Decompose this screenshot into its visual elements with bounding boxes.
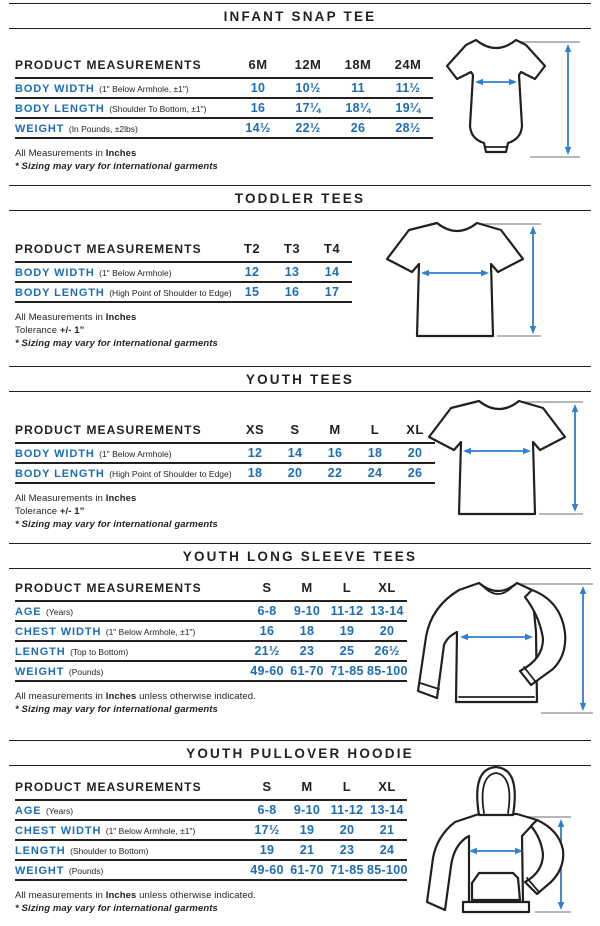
footnote-text: Inches bbox=[105, 493, 137, 504]
column-header: XL bbox=[367, 579, 407, 601]
cell-value: 20 bbox=[275, 463, 315, 483]
footnote-text: All measurements in bbox=[15, 890, 106, 901]
row-note: (Shoulder to Bottom) bbox=[70, 846, 149, 856]
cell-value: 11 bbox=[333, 78, 383, 98]
cell-value: 22½ bbox=[283, 118, 333, 138]
row-note: (High Point of Shoulder to Edge) bbox=[109, 288, 232, 298]
garment-drawing bbox=[385, 215, 545, 345]
measurements-table bbox=[15, 778, 407, 881]
column-header: T4 bbox=[312, 240, 352, 262]
table-header-label: PRODUCT MEASUREMENTS bbox=[15, 579, 247, 601]
hoodie-illustration bbox=[425, 762, 595, 922]
row-label-cell bbox=[15, 840, 247, 860]
cell-value: 21 bbox=[367, 820, 407, 840]
footnote-text: Inches bbox=[105, 890, 137, 901]
column-header: M bbox=[287, 579, 327, 601]
infant-bodysuit-illustration bbox=[440, 30, 590, 170]
cell-value: 17½ bbox=[247, 820, 287, 840]
table-row bbox=[15, 860, 407, 880]
column-header: 12M bbox=[283, 56, 333, 78]
column-header: S bbox=[247, 579, 287, 601]
length-arrow bbox=[580, 586, 586, 711]
column-header: S bbox=[247, 778, 287, 800]
cell-value: 61-70 bbox=[287, 661, 327, 681]
footnote-text: All Measurements in bbox=[15, 493, 106, 504]
length-arrow bbox=[565, 44, 571, 155]
cell-value: 16 bbox=[247, 621, 287, 641]
column-header: XS bbox=[235, 421, 275, 443]
measurements-table bbox=[15, 240, 352, 303]
cell-value: 71-85 bbox=[327, 661, 367, 681]
table-header-row bbox=[15, 240, 352, 262]
table-row bbox=[15, 800, 407, 820]
row-label: BODY WIDTH bbox=[15, 267, 95, 279]
row-note: (Years) bbox=[46, 806, 74, 816]
row-label-cell bbox=[15, 800, 247, 820]
row-note: (Years) bbox=[46, 607, 74, 617]
column-header: XL bbox=[367, 778, 407, 800]
cell-value: 19 bbox=[287, 820, 327, 840]
footnote-text: * Sizing may vary for international garments bbox=[15, 704, 218, 715]
cell-value: 16 bbox=[315, 443, 355, 463]
table-row bbox=[15, 282, 352, 302]
row-label-cell bbox=[15, 661, 247, 681]
column-header: L bbox=[327, 579, 367, 601]
footnote-text: * Sizing may vary for international garments bbox=[15, 338, 218, 349]
section-divider bbox=[9, 568, 591, 569]
row-label-cell bbox=[15, 443, 235, 463]
footnote-text: All measurements in bbox=[15, 691, 106, 702]
cell-value: 18 bbox=[355, 443, 395, 463]
section-youth-long-sleeve-tees bbox=[0, 540, 600, 737]
t-shirt-illustration bbox=[385, 215, 545, 345]
row-label: AGE bbox=[15, 805, 42, 817]
row-label-cell bbox=[15, 601, 247, 621]
cell-value: 11½ bbox=[383, 78, 433, 98]
row-label: BODY LENGTH bbox=[15, 468, 105, 480]
cell-value: 21½ bbox=[247, 641, 287, 661]
cell-value: 18 bbox=[287, 621, 327, 641]
column-header: 6M bbox=[233, 56, 283, 78]
cell-value: 85-100 bbox=[367, 860, 407, 880]
length-arrow bbox=[572, 404, 578, 512]
cell-value: 49-60 bbox=[247, 661, 287, 681]
row-label: LENGTH bbox=[15, 845, 66, 857]
row-label: WEIGHT bbox=[15, 865, 65, 877]
row-note: (1" Below Armhole) bbox=[99, 449, 172, 459]
row-note: (Pounds) bbox=[68, 866, 104, 876]
cell-value: 20 bbox=[367, 621, 407, 641]
garment-drawing bbox=[415, 575, 600, 725]
section-title: INFANT SNAP TEE bbox=[223, 9, 377, 24]
cell-value: 49-60 bbox=[247, 860, 287, 880]
column-header: L bbox=[355, 421, 395, 443]
row-note: (1" Below Armhole) bbox=[99, 268, 172, 278]
cell-value: 6-8 bbox=[247, 800, 287, 820]
section-divider bbox=[9, 210, 591, 211]
cell-value: 24 bbox=[355, 463, 395, 483]
cell-value: 28½ bbox=[383, 118, 433, 138]
footnote-text: +/- 1” bbox=[59, 506, 85, 517]
cell-value: 26 bbox=[333, 118, 383, 138]
footnote-text: Tolerance bbox=[15, 325, 60, 336]
cell-value: 25 bbox=[327, 641, 367, 661]
garment-drawing bbox=[425, 762, 595, 922]
cell-value: 10½ bbox=[283, 78, 333, 98]
row-label-cell bbox=[15, 98, 233, 118]
row-label: AGE bbox=[15, 606, 42, 618]
column-header: XL bbox=[395, 421, 435, 443]
column-header: L bbox=[327, 778, 367, 800]
cell-value: 19 bbox=[327, 621, 367, 641]
table-row bbox=[15, 661, 407, 681]
table-header-row bbox=[15, 778, 407, 800]
cell-value: 23 bbox=[327, 840, 367, 860]
column-header: M bbox=[287, 778, 327, 800]
cell-value: 21 bbox=[287, 840, 327, 860]
row-label-cell bbox=[15, 262, 232, 282]
garment-drawing bbox=[440, 30, 590, 170]
table-header-row bbox=[15, 579, 407, 601]
cell-value: 15 bbox=[232, 282, 272, 302]
cell-value: 61-70 bbox=[287, 860, 327, 880]
section-toddler-tees bbox=[0, 182, 600, 363]
measurements-table bbox=[15, 579, 407, 682]
column-header: S bbox=[275, 421, 315, 443]
row-label: LENGTH bbox=[15, 646, 66, 658]
footnote-text: unless otherwise indicated. bbox=[136, 890, 256, 901]
row-label: BODY WIDTH bbox=[15, 448, 95, 460]
table-row bbox=[15, 78, 433, 98]
row-note: (1" Below Armhole, ±1") bbox=[105, 826, 196, 836]
cell-value: 14½ bbox=[233, 118, 283, 138]
row-label-cell bbox=[15, 78, 233, 98]
row-label: BODY WIDTH bbox=[15, 83, 95, 95]
footnote-text: Tolerance bbox=[15, 506, 60, 517]
row-label-cell bbox=[15, 641, 247, 661]
section-title: YOUTH LONG SLEEVE TEES bbox=[182, 549, 418, 564]
table-header-row bbox=[15, 421, 435, 443]
table-row bbox=[15, 98, 433, 118]
column-header: 18M bbox=[333, 56, 383, 78]
table-header-row bbox=[15, 56, 433, 78]
cell-value: 14 bbox=[275, 443, 315, 463]
cell-value: 23 bbox=[287, 641, 327, 661]
row-label: BODY LENGTH bbox=[15, 103, 105, 115]
row-label-cell bbox=[15, 463, 235, 483]
row-label-cell bbox=[15, 820, 247, 840]
table-row bbox=[15, 820, 407, 840]
row-note: (Shoulder To Bottom, ±1") bbox=[109, 104, 207, 114]
row-label: BODY LENGTH bbox=[15, 287, 105, 299]
cell-value: 19¼ bbox=[383, 98, 433, 118]
row-label-cell bbox=[15, 282, 232, 302]
table-row bbox=[15, 601, 407, 621]
table-row bbox=[15, 443, 435, 463]
cell-value: 6-8 bbox=[247, 601, 287, 621]
cell-value: 18 bbox=[235, 463, 275, 483]
long-sleeve-tee-illustration bbox=[415, 575, 600, 725]
length-arrow bbox=[530, 226, 536, 334]
table-header-label: PRODUCT MEASUREMENTS bbox=[15, 778, 247, 800]
row-note: (1" Below Armhole, ±1") bbox=[99, 84, 189, 94]
cell-value: 20 bbox=[395, 443, 435, 463]
cell-value: 17 bbox=[312, 282, 352, 302]
measurements-table bbox=[15, 421, 435, 484]
row-label: CHEST WIDTH bbox=[15, 626, 102, 638]
cell-value: 16 bbox=[272, 282, 312, 302]
footnote-text: All Measurements in bbox=[15, 148, 106, 159]
cell-value: 12 bbox=[235, 443, 275, 463]
table-header-label: PRODUCT MEASUREMENTS bbox=[15, 240, 232, 262]
footnote-text: Inches bbox=[105, 691, 137, 702]
section-title: TODDLER TEES bbox=[234, 191, 366, 206]
cell-value: 14 bbox=[312, 262, 352, 282]
column-header: M bbox=[315, 421, 355, 443]
row-label-cell bbox=[15, 621, 247, 641]
row-note: (Pounds) bbox=[68, 667, 104, 677]
cell-value: 13-14 bbox=[367, 601, 407, 621]
row-note: (Top to Bottom) bbox=[70, 647, 129, 657]
footnote-text: * Sizing may vary for international garments bbox=[15, 903, 218, 914]
table-header-label: PRODUCT MEASUREMENTS bbox=[15, 56, 233, 78]
cell-value: 18¼ bbox=[333, 98, 383, 118]
table-row bbox=[15, 463, 435, 483]
table-row bbox=[15, 118, 433, 138]
section-divider bbox=[9, 28, 591, 29]
column-header: 24M bbox=[383, 56, 433, 78]
row-label: CHEST WIDTH bbox=[15, 825, 102, 837]
footnote-text: Inches bbox=[105, 148, 137, 159]
measurements-table bbox=[15, 56, 433, 139]
table-row bbox=[15, 621, 407, 641]
section-youth-tees bbox=[0, 363, 600, 540]
row-label: WEIGHT bbox=[15, 123, 65, 135]
cell-value: 11-12 bbox=[327, 601, 367, 621]
column-header: T2 bbox=[232, 240, 272, 262]
cell-value: 19 bbox=[247, 840, 287, 860]
row-note: (In Pounds, ±2lbs) bbox=[68, 124, 138, 134]
footnote-text: * Sizing may vary for international garments bbox=[15, 519, 218, 530]
t-shirt-illustration bbox=[427, 393, 587, 523]
footnote-text: All Measurements in bbox=[15, 312, 106, 323]
section-infant-snap-tee bbox=[0, 0, 600, 182]
cell-value: 13-14 bbox=[367, 800, 407, 820]
section-title: YOUTH TEES bbox=[245, 372, 355, 387]
table-row bbox=[15, 641, 407, 661]
cell-value: 24 bbox=[367, 840, 407, 860]
cell-value: 26½ bbox=[367, 641, 407, 661]
cell-value: 85-100 bbox=[367, 661, 407, 681]
cell-value: 10 bbox=[233, 78, 283, 98]
cell-value: 13 bbox=[272, 262, 312, 282]
cell-value: 71-85 bbox=[327, 860, 367, 880]
table-header-label: PRODUCT MEASUREMENTS bbox=[15, 421, 235, 443]
cell-value: 16 bbox=[233, 98, 283, 118]
row-label: WEIGHT bbox=[15, 666, 65, 678]
row-note: (1" Below Armhole, ±1") bbox=[105, 627, 196, 637]
garment-drawing bbox=[427, 393, 587, 523]
cell-value: 22 bbox=[315, 463, 355, 483]
cell-value: 26 bbox=[395, 463, 435, 483]
cell-value: 17¼ bbox=[283, 98, 333, 118]
section-youth-pullover-hoodie bbox=[0, 737, 600, 926]
footnote-text: * Sizing may vary for international garments bbox=[15, 161, 218, 172]
table-row bbox=[15, 840, 407, 860]
cell-value: 20 bbox=[327, 820, 367, 840]
table-row bbox=[15, 262, 352, 282]
cell-value: 9-10 bbox=[287, 800, 327, 820]
footnote-text: +/- 1” bbox=[59, 325, 85, 336]
cell-value: 11-12 bbox=[327, 800, 367, 820]
section-divider bbox=[9, 391, 591, 392]
cell-value: 12 bbox=[232, 262, 272, 282]
footnote-text: unless otherwise indicated. bbox=[136, 691, 256, 702]
row-label-cell bbox=[15, 860, 247, 880]
row-note: (High Point of Shoulder to Edge) bbox=[109, 469, 232, 479]
cell-value: 9-10 bbox=[287, 601, 327, 621]
column-header: T3 bbox=[272, 240, 312, 262]
footnote-text: Inches bbox=[105, 312, 137, 323]
row-label-cell bbox=[15, 118, 233, 138]
section-title: YOUTH PULLOVER HOODIE bbox=[186, 746, 414, 761]
